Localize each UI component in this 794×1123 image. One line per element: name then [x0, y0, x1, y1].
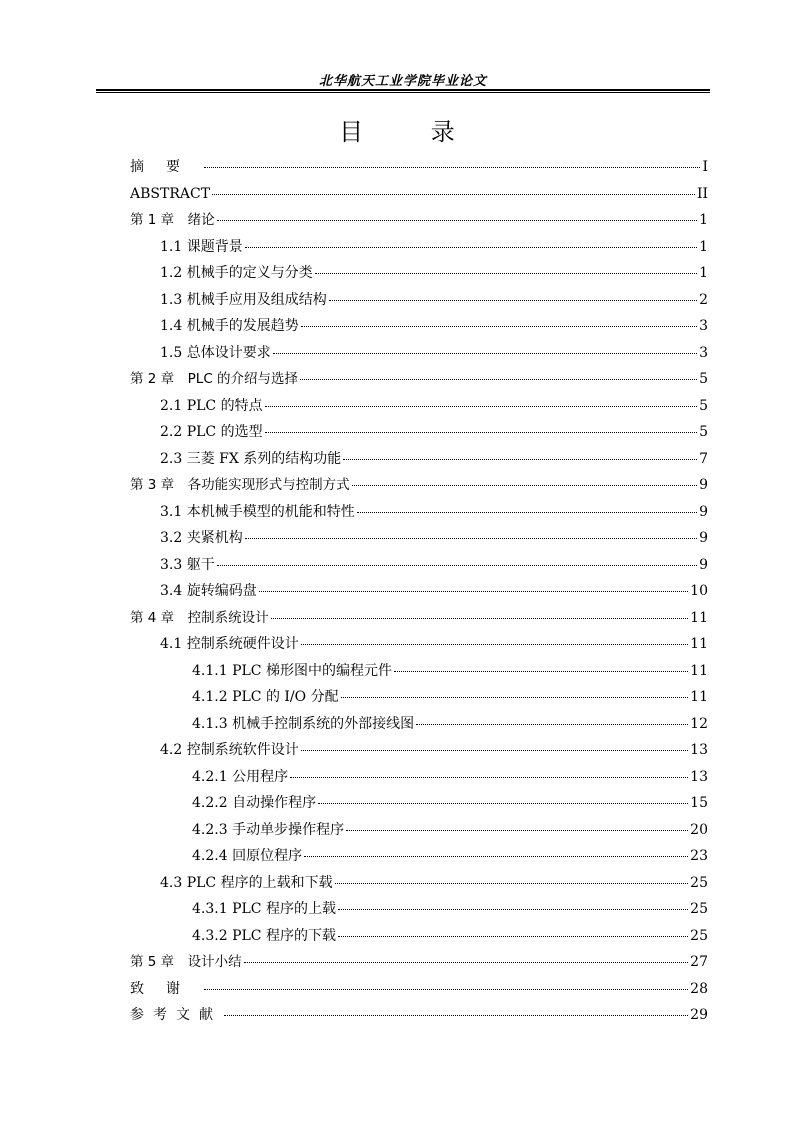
toc-entry-page: 27	[690, 954, 708, 970]
toc-entry[interactable]	[130, 843, 708, 870]
toc-entry-title: 4.2.3 手动单步操作程序	[192, 821, 345, 838]
toc-dot-leader	[259, 591, 688, 592]
toc-entry-page: 3	[699, 344, 708, 361]
toc-entry-title: 4.1.3 机械手控制系统的外部接线图	[192, 715, 415, 732]
toc-entry[interactable]	[130, 393, 708, 420]
toc-entry[interactable]	[130, 154, 708, 181]
toc-entry-page: 1	[699, 212, 708, 228]
toc-dot-leader	[304, 856, 688, 857]
toc-entry-page: 5	[699, 424, 708, 440]
toc-dot-leader	[343, 459, 697, 460]
toc-entry[interactable]	[130, 419, 708, 446]
toc-dot-leader	[301, 326, 697, 327]
toc-entry-page: 11	[690, 689, 708, 705]
toc-entry-page: 7	[699, 450, 708, 467]
toc-dot-leader	[329, 300, 697, 301]
toc-entry[interactable]	[130, 366, 708, 393]
toc-dot-leader	[346, 830, 688, 831]
toc-entry-page: 12	[690, 715, 708, 732]
toc-dot-leader	[271, 618, 689, 619]
toc-entry-title: 第 5 章 设计小结	[130, 954, 242, 970]
toc-entry-title: 4.1 控制系统硬件设计	[160, 636, 299, 652]
toc-entry-title: 4.3.1 PLC 程序的上载	[192, 901, 336, 917]
toc-dot-leader	[245, 538, 697, 539]
toc-entry-title: 1.2 机械手的定义与分类	[160, 265, 313, 281]
toc-entry[interactable]	[130, 817, 708, 844]
toc-entry-title: 4.1.1 PLC 梯形图中的编程元件	[192, 662, 392, 679]
toc-entry-title: 1.3 机械手应用及组成结构	[160, 291, 327, 308]
toc-entry-page: II	[696, 185, 708, 202]
toc-title: 目 录	[339, 118, 485, 146]
toc-entry[interactable]	[130, 552, 708, 579]
toc-dot-leader	[394, 671, 688, 672]
toc-entry-title: 4.3.2 PLC 程序的下载	[192, 927, 336, 944]
toc-entry[interactable]	[130, 923, 708, 950]
toc-entry-title: 摘要	[130, 159, 202, 175]
toc-entry[interactable]	[130, 499, 708, 526]
toc-entry-title: 致谢	[130, 980, 202, 997]
toc-entry[interactable]	[130, 340, 708, 367]
toc-entry-page: 11	[690, 609, 708, 626]
toc-entry[interactable]	[130, 605, 708, 632]
toc-entry[interactable]	[130, 207, 708, 234]
toc-entry-title: 第 4 章 控制系统设计	[130, 609, 269, 626]
toc-entry-page: 9	[699, 503, 708, 520]
toc-entry-page: 13	[690, 768, 708, 785]
toc-entry[interactable]	[130, 578, 708, 605]
toc-entry-page: 3	[699, 318, 708, 334]
toc-entry-title: 4.2 控制系统软件设计	[160, 742, 299, 758]
toc-entry-page: 25	[690, 874, 708, 891]
toc-entry-title: ABSTRACT	[130, 185, 211, 202]
toc-dot-leader	[224, 1015, 688, 1016]
toc-dot-leader	[204, 167, 700, 168]
toc-dot-leader	[335, 883, 689, 884]
toc-dot-leader	[265, 406, 697, 407]
toc-entry[interactable]	[130, 472, 708, 499]
toc-entry-page: 23	[690, 848, 708, 864]
toc-entry[interactable]	[130, 181, 708, 208]
toc-entry[interactable]	[130, 684, 708, 711]
toc-entry-page: 29	[690, 1007, 708, 1023]
toc-entry[interactable]	[130, 737, 708, 764]
toc-dot-leader	[245, 247, 697, 248]
toc-entry-page: 5	[699, 371, 708, 387]
toc-entry-page: 10	[690, 583, 708, 599]
toc-entry[interactable]	[130, 313, 708, 340]
toc-entry[interactable]	[130, 949, 708, 976]
toc-entry-page: 1	[699, 265, 708, 281]
toc-entry[interactable]	[130, 764, 708, 791]
toc-entry[interactable]	[130, 631, 708, 658]
toc-dot-leader	[217, 565, 697, 566]
toc-entry-title: 2.1 PLC 的特点	[160, 397, 263, 414]
toc-dot-leader	[290, 777, 688, 778]
toc-entry-title: 第 3 章 各功能实现形式与控制方式	[130, 477, 350, 493]
toc-dot-leader	[212, 194, 695, 195]
toc-entry-page: 9	[699, 530, 708, 546]
toc-entry[interactable]	[130, 711, 708, 738]
toc-entry[interactable]	[130, 287, 708, 314]
toc-entry[interactable]	[130, 260, 708, 287]
toc-entry[interactable]	[130, 658, 708, 685]
toc-entry-page: 20	[690, 821, 708, 838]
toc-entry-title: 1.4 机械手的发展趋势	[160, 318, 299, 334]
toc-entry-title: 4.2.2 自动操作程序	[192, 795, 317, 811]
toc-entry-page: 11	[690, 636, 708, 652]
toc-entry-title: 第 2 章 PLC 的介绍与选择	[130, 371, 299, 387]
toc-entry-title: 参考文献	[130, 1007, 222, 1023]
toc-entry[interactable]	[130, 870, 708, 897]
toc-entry-title: 1.5 总体设计要求	[160, 344, 271, 361]
toc-dot-leader	[217, 220, 697, 221]
toc-entry-title: 1.1 课题背景	[160, 238, 243, 255]
toc-entry-page: 13	[690, 742, 708, 758]
toc-entry-title: 3.2 夹紧机构	[160, 530, 243, 546]
toc-entry-title: 2.2 PLC 的选型	[160, 424, 263, 440]
toc-entry-page: 9	[699, 477, 708, 493]
toc-entry-page: 9	[699, 556, 708, 573]
page-header: 北华航天工业学院毕业论文	[318, 74, 487, 89]
toc-entry[interactable]	[130, 525, 708, 552]
toc-dot-leader	[300, 379, 697, 380]
toc-entry-title: 4.2.1 公用程序	[192, 768, 289, 785]
toc-entry-page: I	[702, 159, 708, 175]
toc-entry-page: 28	[690, 980, 708, 997]
toc-entry-page: 2	[699, 291, 708, 308]
toc-entry-title: 3.4 旋转编码盘	[160, 583, 257, 599]
toc-dot-leader	[273, 353, 697, 354]
toc-entry[interactable]	[130, 446, 708, 473]
header-rule	[96, 89, 710, 93]
toc-entry-title: 2.3 三菱 FX 系列的结构功能	[160, 450, 342, 467]
toc-dot-leader	[301, 644, 688, 645]
toc-entry-title: 第 1 章 绪论	[130, 212, 215, 228]
toc-dot-leader	[357, 512, 697, 513]
toc-entry-title: 4.3 PLC 程序的上载和下载	[160, 874, 333, 891]
toc-entry-page: 11	[690, 662, 708, 679]
toc-entry-title: 3.1 本机械手模型的机能和特性	[160, 503, 355, 520]
toc-entry[interactable]	[130, 1002, 708, 1029]
toc-dot-leader	[416, 724, 688, 725]
toc-entry[interactable]	[130, 976, 708, 1003]
toc-entry-page: 1	[699, 238, 708, 255]
toc-dot-leader	[265, 432, 697, 433]
toc-entry-title: 4.1.2 PLC 的 I/O 分配	[192, 689, 339, 705]
toc-entry-title: 3.3 躯干	[160, 556, 215, 573]
toc-dot-leader	[244, 962, 689, 963]
toc-dot-leader	[315, 273, 697, 274]
toc-entry[interactable]	[130, 896, 708, 923]
toc-dot-leader	[352, 485, 697, 486]
toc-entry[interactable]	[130, 790, 708, 817]
toc-entry-page: 15	[690, 795, 708, 811]
table-of-contents	[130, 154, 708, 1029]
toc-entry-page: 25	[690, 927, 708, 944]
toc-entry[interactable]	[130, 234, 708, 261]
toc-dot-leader	[204, 989, 688, 990]
toc-dot-leader	[338, 936, 688, 937]
toc-dot-leader	[341, 697, 689, 698]
toc-entry-page: 5	[699, 397, 708, 414]
toc-dot-leader	[318, 803, 688, 804]
toc-dot-leader	[301, 750, 688, 751]
toc-entry-title: 4.2.4 回原位程序	[192, 848, 303, 864]
toc-dot-leader	[338, 909, 688, 910]
toc-entry-page: 25	[690, 901, 708, 917]
